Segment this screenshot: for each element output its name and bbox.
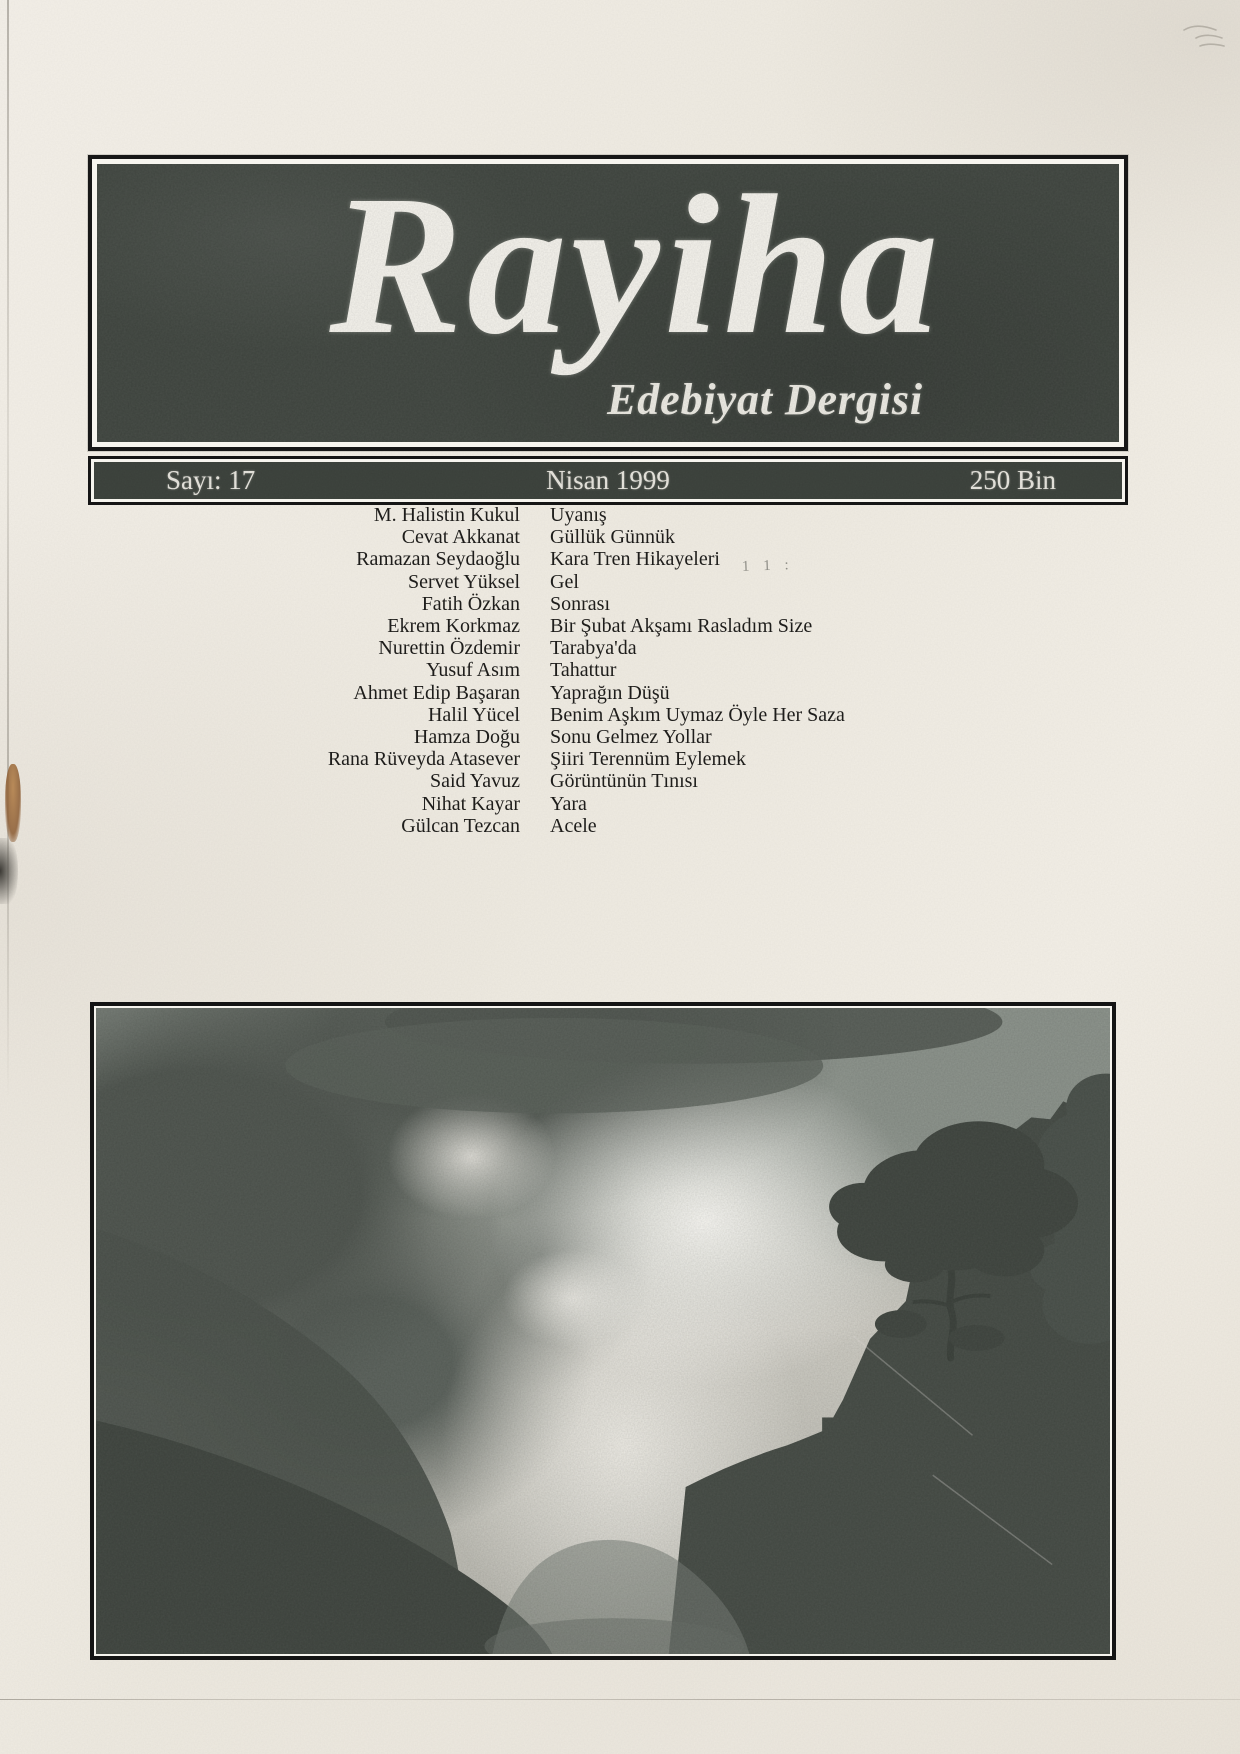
toc-author: Servet Yüksel xyxy=(407,570,520,593)
toc-title: Gel xyxy=(550,570,579,593)
toc-title: Görüntünün Tınısı xyxy=(550,770,698,793)
issue-number: Sayı: 17 xyxy=(166,465,256,495)
toc-row xyxy=(88,659,1128,681)
toc-row xyxy=(88,770,1128,792)
toc-author: Halil Yücel xyxy=(427,703,520,726)
toc-author: Said Yavuz xyxy=(429,770,520,793)
toc-row xyxy=(88,571,1128,593)
toc-author: Gülcan Tezcan xyxy=(401,814,520,837)
toc-title: Tarabya'da xyxy=(550,637,637,660)
toc-author: Ahmet Edip Başaran xyxy=(353,681,520,704)
toc-row xyxy=(88,682,1128,704)
issue-info-bar xyxy=(88,456,1128,505)
toc-row xyxy=(88,704,1128,726)
toc-title: Benim Aşkım Uymaz Öyle Her Saza xyxy=(550,703,845,726)
magazine-subtitle: Edebiyat Dergisi xyxy=(607,375,923,424)
rust-stain xyxy=(5,764,21,842)
issue-date: Nisan 1999 xyxy=(546,465,670,495)
photo-landscape-silhouette xyxy=(96,1008,1110,1654)
cover-photo xyxy=(96,1008,1110,1654)
toc-title: Şiiri Terennüm Eylemek xyxy=(550,748,746,771)
toc-title: Güllük Günnük xyxy=(550,526,675,549)
table-of-contents xyxy=(88,504,1128,837)
toc-title: Kara Tren Hikayeleri xyxy=(550,548,720,571)
toc-row xyxy=(88,526,1128,548)
toc-title: Sonu Gelmez Yollar xyxy=(550,726,712,749)
issue-price: 250 Bin xyxy=(969,465,1056,495)
corner-pencil-scribble xyxy=(1182,16,1228,58)
toc-title: Acele xyxy=(550,814,597,837)
toc-row xyxy=(88,748,1128,770)
toc-row xyxy=(88,615,1128,637)
toc-row xyxy=(88,726,1128,748)
toc-author: Fatih Özkan xyxy=(421,592,520,615)
binding-crease-line xyxy=(7,0,9,1100)
toc-author: Rana Rüveyda Atasever xyxy=(327,748,520,771)
horizontal-fold-crease xyxy=(0,1699,1240,1700)
toc-title: Yara xyxy=(550,792,587,815)
cover-photo-frame xyxy=(90,1002,1116,1660)
toc-row xyxy=(88,504,1128,526)
toc-title: Bir Şubat Akşamı Rasladım Size xyxy=(550,615,813,638)
toc-row xyxy=(88,637,1128,659)
toc-row xyxy=(88,793,1128,815)
toc-author: Nihat Kayar xyxy=(421,792,520,815)
issue-info-bar-background xyxy=(94,462,1122,499)
stray-pen-mark: 1 1 : xyxy=(741,557,794,575)
toc-author: Ekrem Korkmaz xyxy=(387,615,520,638)
toc-author: Ramazan Seydaoğlu xyxy=(356,548,520,571)
toc-row xyxy=(88,815,1128,837)
toc-author: Yusuf Asım xyxy=(426,659,520,682)
edge-smudge xyxy=(0,838,18,904)
toc-title: Tahattur xyxy=(550,659,617,682)
toc-author: Hamza Doğu xyxy=(413,726,520,749)
toc-row xyxy=(88,548,1128,570)
masthead-background xyxy=(97,164,1119,442)
toc-author: Cevat Akkanat xyxy=(401,526,520,549)
toc-title: Uyanış xyxy=(550,504,607,526)
toc-author: Nurettin Özdemir xyxy=(378,637,520,660)
masthead-panel xyxy=(88,155,1128,451)
toc-title: Sonrası xyxy=(550,592,610,615)
toc-title: Yaprağın Düşü xyxy=(550,681,670,704)
toc-author: M. Halistin Kukul xyxy=(373,504,520,526)
magazine-title: Rayiha xyxy=(329,164,943,376)
toc-row xyxy=(88,593,1128,615)
